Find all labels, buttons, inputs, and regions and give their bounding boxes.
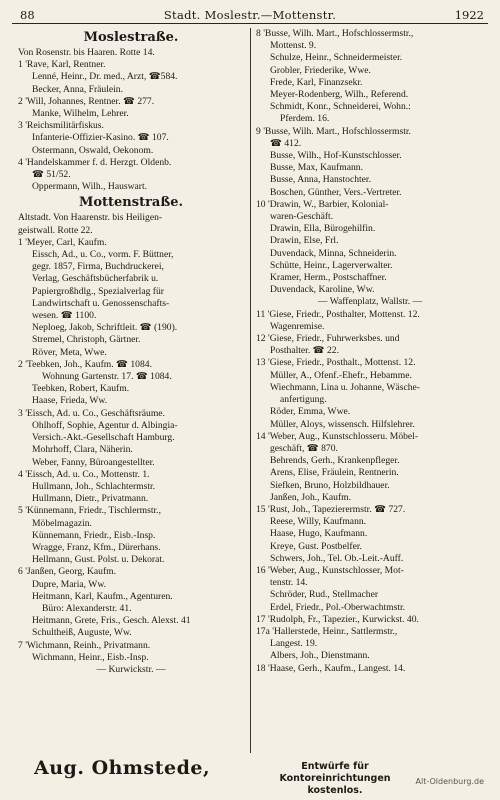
street-heading: Moslestraße. bbox=[83, 30, 179, 45]
directory-entry: ☎ 412. bbox=[270, 137, 302, 149]
cross-street-divider: — Waffenplatz, Wallstr. — bbox=[317, 296, 423, 308]
directory-entry: Büro: Alexanderstr. 41. bbox=[42, 602, 132, 614]
directory-entry: Erdel, Friedr., Pol.-Oberwachtmstr. bbox=[270, 601, 406, 613]
directory-entry: tenstr. 14. bbox=[270, 577, 308, 589]
directory-entry: Haase, Frieda, Ww. bbox=[32, 395, 108, 407]
directory-entry: 4 'Eissch, Ad. u. Co., Mottenstr. 1. bbox=[18, 468, 150, 480]
directory-entry: Müller, A., Ofenf.-Ehefr., Hebamme. bbox=[270, 369, 412, 381]
street-heading: Mottenstraße. bbox=[78, 195, 184, 211]
directory-entry: Neploeg, Jakob, Schriftleit. ☎ (190). bbox=[32, 322, 178, 334]
directory-entry: Manke, Wilhelm, Lehrer. bbox=[32, 108, 129, 120]
directory-entry: 12 'Giese, Friedr., Fuhrwerksbes. und bbox=[256, 333, 400, 345]
directory-entry: Grobler, Friederike, Wwe. bbox=[270, 64, 371, 76]
right-column bbox=[256, 28, 484, 753]
directory-entry: 3 'Eissch, Ad. u. Co., Geschäftsräume. bbox=[18, 407, 165, 419]
directory-entry: Altstadt. Von Haarenstr. bis Heiligen- bbox=[18, 212, 163, 224]
directory-entry: Arens, Elise, Fräulein, Rentnerin. bbox=[270, 467, 399, 479]
directory-entry: 17a 'Hallerstede, Heinr., Sattlermstr., bbox=[256, 625, 398, 637]
directory-entry: Schulze, Heinr., Schneidermeister. bbox=[270, 52, 403, 64]
directory-entry: Becker, Anna, Fräulein. bbox=[32, 83, 123, 95]
directory-entry: Schmidt, Konr., Schneiderei, Wohn.: bbox=[270, 101, 411, 113]
page-year: 1922 bbox=[454, 8, 484, 22]
directory-entry: 2 'Teebken, Joh., Kaufm. ☎ 1084. bbox=[18, 358, 152, 370]
directory-entry: Ohlhoff, Sophie, Agentur d. Albingia- bbox=[32, 419, 178, 431]
directory-entry: 10 'Drawin, W., Barbier, Kolonial- bbox=[256, 198, 389, 210]
directory-entry: Mohrhoff, Clara, Näherin. bbox=[32, 444, 133, 456]
directory-entry: waren-Geschäft. bbox=[270, 211, 334, 223]
directory-entry: Röder, Emma, Wwe. bbox=[270, 406, 351, 418]
directory-entry: Hellmann, Gust. Polst. u. Dekorat. bbox=[32, 554, 165, 566]
directory-entry: wesen. ☎ 1100. bbox=[32, 310, 97, 322]
directory-entry: Janßen, Joh., Kaufm. bbox=[270, 491, 351, 503]
directory-entry: Teebken, Robert, Kaufm. bbox=[32, 383, 130, 395]
directory-entry: Schwers, Joh., Tel. Ob.-Leit.-Auff. bbox=[270, 552, 404, 564]
directory-entry: Oppermann, Wilh., Hauswart. bbox=[32, 181, 148, 193]
directory-entry: 3 'Reichsmilitärfiskus. bbox=[18, 120, 104, 132]
directory-entry: Busse, Anna, Hanstochter. bbox=[270, 174, 371, 186]
directory-entry: 2 'Will, Johannes, Rentner. ☎ 277. bbox=[18, 95, 155, 107]
directory-entry: Weber, Fanny, Büroangestellter. bbox=[32, 456, 155, 468]
directory-entry: 15 'Rust, Joh., Tapezierermstr. ☎ 727. bbox=[256, 503, 406, 515]
watermark: Alt-Oldenburg.de bbox=[415, 777, 484, 786]
directory-entry: Heitmann, Karl, Kaufm., Agenturen. bbox=[32, 590, 173, 602]
page-header bbox=[12, 6, 488, 24]
directory-entry: Stremel, Christoph, Gärtner. bbox=[32, 334, 141, 346]
directory-entry: Heitmann, Grete, Fris., Gesch. Alexst. 41 bbox=[32, 615, 191, 627]
directory-entry: Infanterie-Offizier-Kasino. ☎ 107. bbox=[32, 132, 169, 144]
directory-entry: Landwirtschaft u. Genossenschafts- bbox=[32, 297, 170, 309]
column-divider bbox=[250, 28, 251, 753]
advertisement-text bbox=[250, 761, 420, 797]
directory-entry: 14 'Weber, Aug., Kunstschlosseru. Möbel- bbox=[256, 430, 419, 442]
directory-entry: Möbelmagazin. bbox=[32, 517, 92, 529]
directory-entry: geschäft, ☎ 870. bbox=[270, 442, 338, 454]
directory-entry: 5 'Künnemann, Friedr., Tischlermstr., bbox=[18, 505, 161, 517]
left-column bbox=[18, 28, 244, 753]
directory-entry: Wiechmann, Lina u. Johanne, Wäsche- bbox=[270, 381, 420, 393]
directory-entry: Posthalter. ☎ 22. bbox=[270, 345, 339, 357]
cross-street-divider: — Kurwickstr. — bbox=[96, 663, 166, 675]
directory-entry: Ostermann, Oswald, Oekonom. bbox=[32, 144, 154, 156]
directory-entry: Von Rosenstr. bis Haaren. Rotte 14. bbox=[18, 47, 155, 58]
directory-entry: Busse, Max, Kaufmann. bbox=[270, 162, 363, 174]
directory-entry: Röver, Meta, Wwe. bbox=[32, 346, 107, 358]
directory-entry: Wagenremise. bbox=[270, 320, 325, 332]
ad-line: Entwürfe für Kontoreinrichtungen bbox=[279, 761, 391, 784]
directory-entry: Kreye, Gust. Postbelfer. bbox=[270, 540, 362, 552]
directory-entry: ☎ 51/52. bbox=[32, 169, 71, 181]
directory-entry: Drawin, Else, Frl. bbox=[270, 235, 339, 247]
directory-entry: 17 'Rudolph, Fr., Tapezier., Kurwickst. 40. bbox=[256, 613, 419, 625]
directory-entry: Haase, Hugo, Kaufmann. bbox=[270, 528, 368, 540]
directory-entry: Schütte, Heinr., Lagerverwalter. bbox=[270, 259, 393, 271]
directory-entry: Dupre, Maria, Ww. bbox=[32, 578, 107, 590]
directory-entry: 18 'Haase, Gerh., Kaufm., Langest. 14. bbox=[256, 662, 406, 674]
directory-entry: Hullmann, Dietr., Privatmann. bbox=[32, 493, 149, 505]
directory-entry: Verlag, Geschäftsbücherfabrik u. bbox=[32, 273, 159, 285]
directory-entry: Wohnung Gartenstr. 17. ☎ 1084. bbox=[42, 371, 172, 383]
directory-entry: Boschen, Günther, Vers.-Vertreter. bbox=[270, 186, 402, 198]
directory-entry: 4 'Handelskammer f. d. Herzgt. Oldenb. bbox=[18, 156, 172, 168]
directory-entry: Meyer-Rodenberg, Wilh., Referend. bbox=[270, 89, 409, 101]
directory-entry: Frede, Karl, Finanzsekr. bbox=[270, 76, 363, 88]
directory-entry: Schultheiß, Auguste, Ww. bbox=[32, 627, 132, 639]
directory-entry: Albers, Joh., Dienstmann. bbox=[270, 650, 370, 662]
advertisement-footer bbox=[14, 757, 488, 796]
directory-entry: 13 'Giese, Friedr., Posthalt., Mottenst. 12. bbox=[256, 357, 416, 369]
directory-entry: geistwall. Rotte 22. bbox=[18, 224, 93, 236]
directory-entry: Eissch, Ad., u. Co., vorm. F. Büttner, bbox=[32, 249, 174, 261]
directory-entry: gegr. 1857, Firma, Buchdruckerei, bbox=[32, 261, 164, 273]
directory-entry: Papiergroßhdlg., Spezialverlag für bbox=[32, 285, 164, 297]
page-number: 88 bbox=[20, 8, 35, 22]
directory-entry: 7 'Wichmann, Reinh., Privatmann. bbox=[18, 639, 151, 651]
directory-entry: Reese, Willy, Kaufmann. bbox=[270, 516, 367, 528]
directory-entry: Pferdem. 16. bbox=[280, 113, 330, 125]
directory-entry: Müller, Aloys, wissensch. Hilfslehrer. bbox=[270, 418, 415, 430]
directory-entry: Wragge, Franz, Kfm., Dürerhans. bbox=[32, 541, 161, 553]
page-title: Stadt. Moslestr.—Mottenstr. bbox=[163, 8, 337, 22]
directory-entry: 16 'Weber, Aug., Kunstschlosser, Mot- bbox=[256, 564, 404, 576]
directory-entry: Busse, Wilh., Hof-Kunstschlosser. bbox=[270, 150, 402, 162]
directory-entry: Behrends, Gerh., Krankenpfleger. bbox=[270, 455, 400, 467]
directory-entry: Langest. 19. bbox=[270, 638, 318, 650]
directory-entry: Künnemann, Friedr., Eisb.-Insp. bbox=[32, 529, 156, 541]
directory-entry: Duvendack, Minna, Schneiderin. bbox=[270, 247, 397, 259]
directory-entry: 8 'Busse, Wilh. Mart., Hofschlossermstr., bbox=[256, 28, 414, 39]
directory-entry: Hullmann, Joh., Schlachtermstr. bbox=[32, 480, 156, 492]
directory-entry: Lenné, Heinr., Dr. med., Arzt, ☎584. bbox=[32, 71, 178, 83]
directory-entry: Mottenst. 9. bbox=[270, 40, 317, 52]
directory-entry: anfertigung. bbox=[280, 394, 327, 406]
directory-entry: Duvendack, Karoline, Ww. bbox=[270, 284, 375, 296]
directory-entry: Versich.-Akt.-Gesellschaft Hamburg. bbox=[32, 432, 175, 444]
advertiser-name: Aug. Ohmstede, bbox=[34, 757, 211, 779]
ad-line: kostenlos. bbox=[307, 785, 363, 796]
directory-entry: 1 'Meyer, Carl, Kaufm. bbox=[18, 236, 107, 248]
directory-entry: 9 'Busse, Wilh. Mart., Hofschlossermstr. bbox=[256, 125, 411, 137]
directory-entry: 6 'Janßen, Georg, Kaufm. bbox=[18, 566, 116, 578]
directory-entry: 11 'Giese, Friedr., Posthalter, Mottenst. 12. bbox=[256, 308, 420, 320]
directory-entry: Kramer, Herm., Postschaffner. bbox=[270, 272, 387, 284]
directory-entry: Schröder, Rud., Stellmacher bbox=[270, 589, 379, 601]
directory-entry: Drawin, Ella, Bürogehilfin. bbox=[270, 223, 376, 235]
directory-entry: Wichmann, Heinr., Eisb.-Insp. bbox=[32, 651, 149, 663]
directory-entry: 1 'Rave, Karl, Rentner. bbox=[18, 59, 106, 71]
directory-entry: Siefken, Bruno, Holzbildhauer. bbox=[270, 479, 390, 491]
